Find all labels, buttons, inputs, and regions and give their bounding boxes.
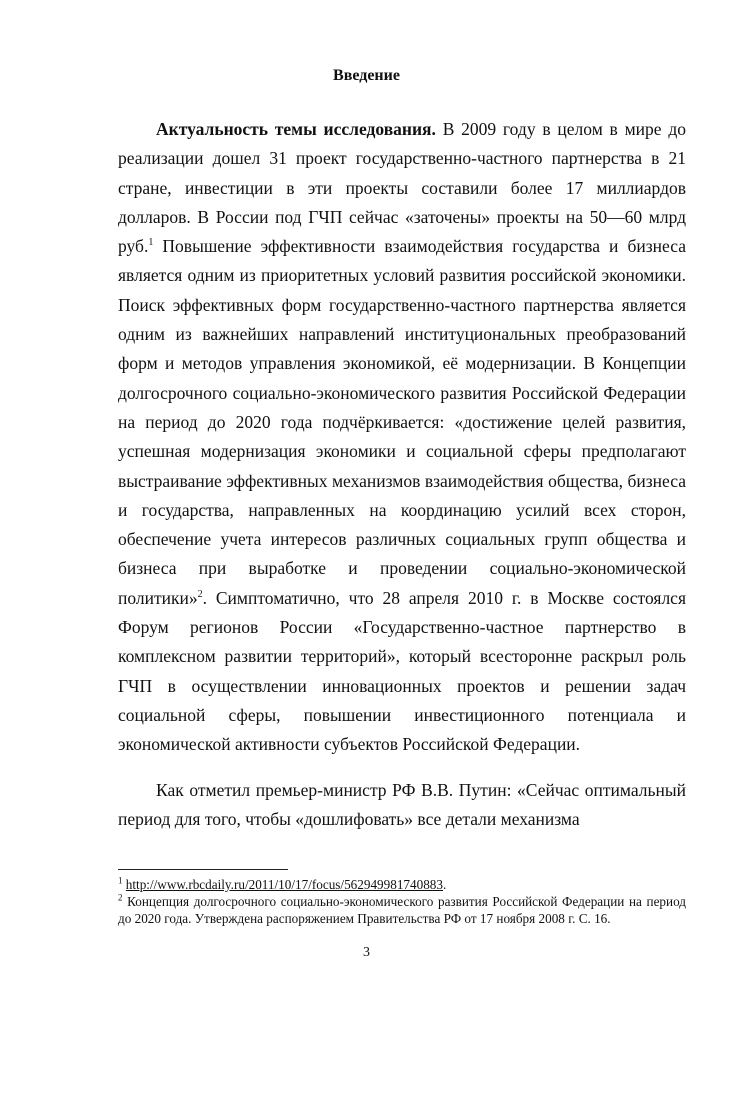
paragraph-putin-quote: Как отметил премьер-министр РФ В.В. Путин: «Сейчас оптимальный период для того, чтобы «дошлифовать» все детали механизма [118, 779, 686, 829]
footnote-number: 2 [118, 892, 123, 903]
paragraph-text: В 2009 году в целом в мире до реализации дошел 31 проект государственно-частного партнерства в 21 стране, инвестиции в эти проекты составили более 17 миллиардов долларов. В России под ГЧП сейчас «заточены» проекты на 50—60 млрд руб. [118, 119, 687, 257]
footnote-text: . [443, 877, 447, 892]
footnote-ref-1: 1 [148, 237, 154, 249]
footnote-separator [118, 869, 288, 870]
footnote-number: 1 [118, 875, 123, 886]
section-heading: Введение [333, 67, 400, 84]
paragraph-relevance [118, 115, 686, 760]
footnote-link[interactable]: http://www.rbcdaily.ru/2011/10/17/focus/562949981740883 [125, 877, 443, 892]
lead-phrase: Актуальность темы исследования. [156, 119, 436, 139]
paragraph-text: . Симптоматично, что 28 апреля 2010 г. в Москве состоялся Форум регионов России «Государственно-частное партнерство в комплексном развитии территорий», который всесторонне раскрыл роль ГЧП в осуществлении инновационных проектов и решении задач социальной сферы, повышении инвестиционного потенциала и экономической активности субъектов Российской Федерации. [118, 587, 686, 755]
footnotes [118, 876, 686, 927]
footnote-ref-2: 2 [197, 588, 203, 600]
body-text [118, 115, 686, 834]
footnote-text: Концепция долгосрочного социально-экономического развития Российской Федерации на период до 2020 года. Утверждена распоряжением Правительства РФ от 17 ноября 2008 г. С. 16. [118, 894, 686, 926]
footnote-2 [118, 893, 686, 927]
footnote-1 [118, 876, 686, 893]
page-number: 3 [363, 945, 370, 960]
paragraph-text: Повышение эффективности взаимодействия государства и бизнеса является одним из приоритетных условий развития российской экономики. Поиск эффективных форм государственно-частного партнерства является одним из важнейших направлений институциональных преобразований форм и методов управления экономикой, её модернизации. В Концепции долгосрочного социально-экономического развития Российской Федерации на период до 2020 года подчёркивается: «достижение целей развития, успешная модернизация экономики и социальной сферы предполагают выстраивание эффективных механизмов взаимодействия общества, бизнеса и государства, направленных на координацию усилий всех сторон, обеспечение учета интересов различных социальных групп общества и бизнеса при выработке и проведении социально-экономической политики» [118, 236, 686, 608]
